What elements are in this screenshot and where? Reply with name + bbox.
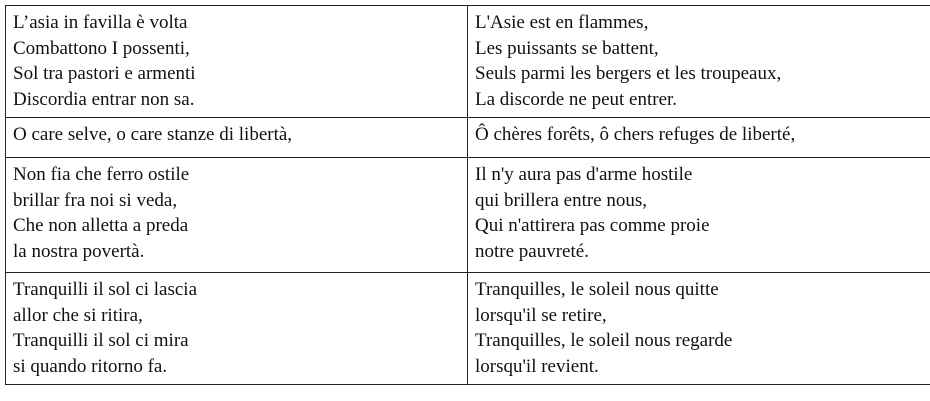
italian-line: Tranquilli il sol ci mira xyxy=(13,330,189,351)
stanza-row-1 xyxy=(6,6,930,118)
italian-line: Discordia entrar non sa. xyxy=(13,88,195,110)
french-line: qui brillera entre nous, xyxy=(475,189,648,211)
french-line: lorsqu'il se retire, xyxy=(475,304,607,326)
french-line: Ô chères forêts, ô chers refuges de liberté, xyxy=(475,124,796,145)
french-cell xyxy=(468,118,930,158)
italian-cell xyxy=(6,118,468,158)
stanza-row-2 xyxy=(6,118,930,158)
french-line: Seuls parmi les bergers et les troupeaux, xyxy=(475,63,782,84)
italian-line: si quando ritorno fa. xyxy=(13,355,168,377)
french-line: Les puissants se battent, xyxy=(475,37,659,59)
stanza-row-4 xyxy=(6,273,930,385)
italian-line: Che non alletta a preda xyxy=(13,215,189,236)
french-line: Il n'y aura pas d'arme hostile xyxy=(475,164,693,185)
italian-cell xyxy=(6,6,468,118)
italian-line: brillar fra noi si veda, xyxy=(13,189,178,211)
french-line: Tranquilles, le soleil nous quitte xyxy=(475,279,719,300)
italian-line: Combattono I possenti, xyxy=(13,37,190,59)
italian-line: Tranquilli il sol ci lascia xyxy=(13,279,198,300)
italian-cell xyxy=(6,273,468,385)
italian-cell xyxy=(6,158,468,273)
french-line: notre pauvreté. xyxy=(475,240,589,262)
french-cell xyxy=(468,6,930,118)
french-cell xyxy=(468,273,930,385)
italian-line: allor che si ritira, xyxy=(13,304,143,326)
french-line: lorsqu'il revient. xyxy=(475,355,599,377)
french-line: L'Asie est en flammes, xyxy=(475,12,649,33)
italian-line: la nostra povertà. xyxy=(13,240,145,262)
verse-translation-table xyxy=(5,5,930,385)
italian-line: Non fia che ferro ostile xyxy=(13,164,190,185)
french-line: La discorde ne peut entrer. xyxy=(475,88,678,110)
italian-line: Sol tra pastori e armenti xyxy=(13,63,196,84)
french-line: Tranquilles, le soleil nous regarde xyxy=(475,330,733,351)
italian-line: L’asia in favilla è volta xyxy=(13,12,188,33)
french-cell xyxy=(468,158,930,273)
stanza-row-3 xyxy=(6,158,930,273)
french-line: Qui n'attirera pas comme proie xyxy=(475,215,710,236)
italian-line: O care selve, o care stanze di libertà, xyxy=(13,124,293,145)
